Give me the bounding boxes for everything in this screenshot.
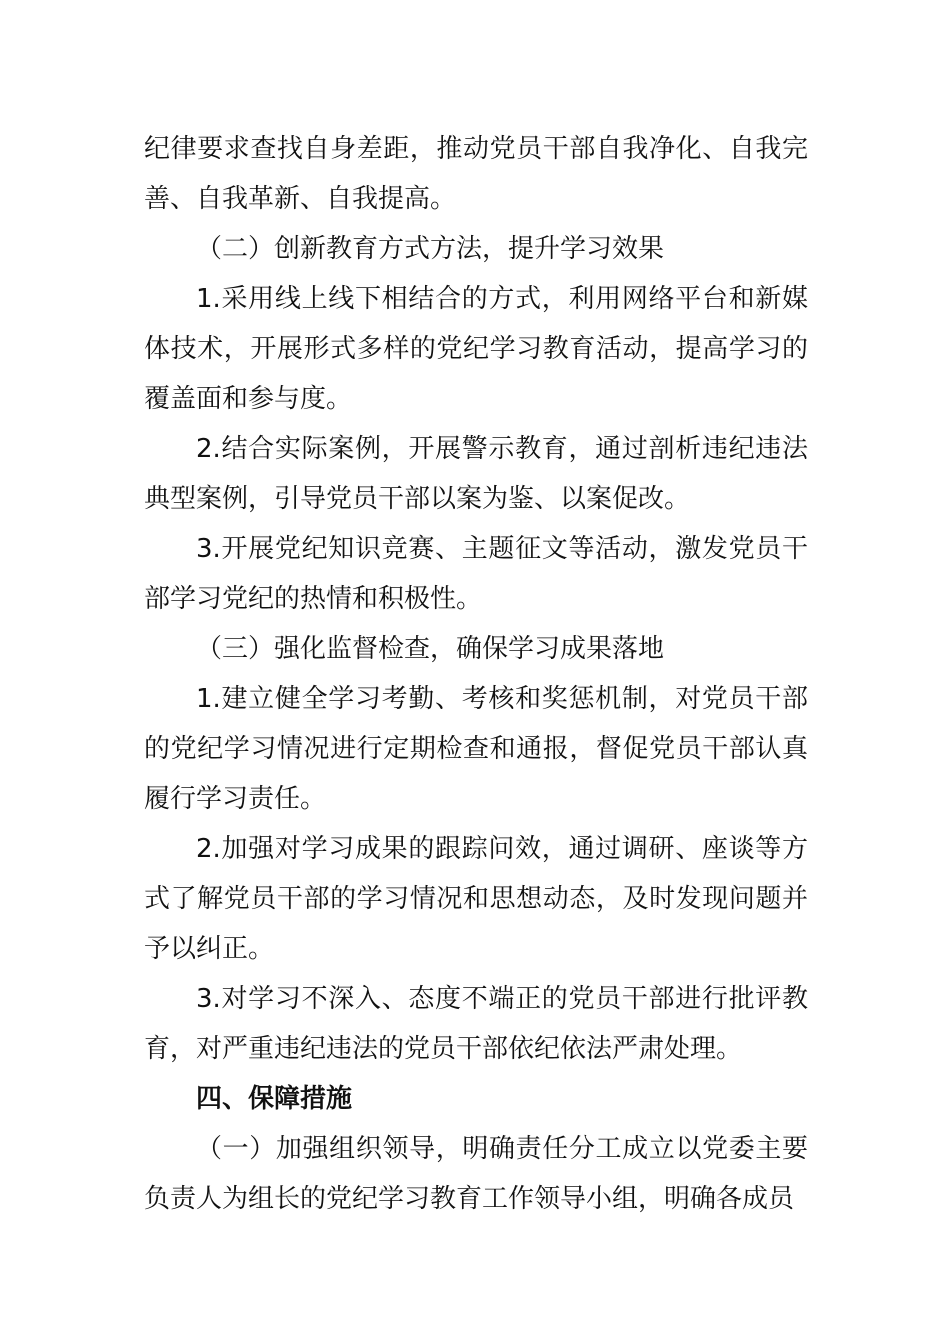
- list-item-online-offline: 1.采用线上线下相结合的方式，利用网络平台和新媒体技术，开展形式多样的党纪学习教育活动，提高学习的覆盖面和参与度。: [144, 284, 808, 414]
- list-item-attendance-mechanism: 1.建立健全学习考勤、考核和奖惩机制，对党员干部的党纪学习情况进行定期检查和通报，督促党员干部认真履行学习责任。: [144, 684, 808, 814]
- subheading-leadership: （一）加强组织领导，明确责任分工成立以党委主要负责人为组长的党纪学习教育工作领导小组，明确各成员: [144, 1134, 808, 1214]
- list-item-case-warning: 2.结合实际案例，开展警示教育，通过剖析违纪违法典型案例，引导党员干部以案为鉴、以案促改。: [144, 434, 808, 514]
- document-page: [144, 124, 808, 1224]
- subheading-innovate-methods: （二）创新教育方式方法，提升学习效果: [196, 234, 665, 264]
- list-item-criticism: 3.对学习不深入、态度不端正的党员干部进行批评教育，对严重违纪违法的党员干部依纪依法严肃处理。: [144, 984, 808, 1064]
- subheading-supervision: （三）强化监督检查，确保学习成果落地: [196, 634, 665, 664]
- paragraph-continuation: 纪律要求查找自身差距，推动党员干部自我净化、自我完善、自我革新、自我提高。: [144, 134, 808, 214]
- list-item-competition: 3.开展党纪知识竞赛、主题征文等活动，激发党员干部学习党纪的热情和积极性。: [144, 534, 808, 614]
- section-heading-safeguards: 四、保障措施: [196, 1084, 353, 1114]
- list-item-follow-up: 2.加强对学习成果的跟踪问效，通过调研、座谈等方式了解党员干部的学习情况和思想动态，及时发现问题并予以纠正。: [144, 834, 808, 964]
